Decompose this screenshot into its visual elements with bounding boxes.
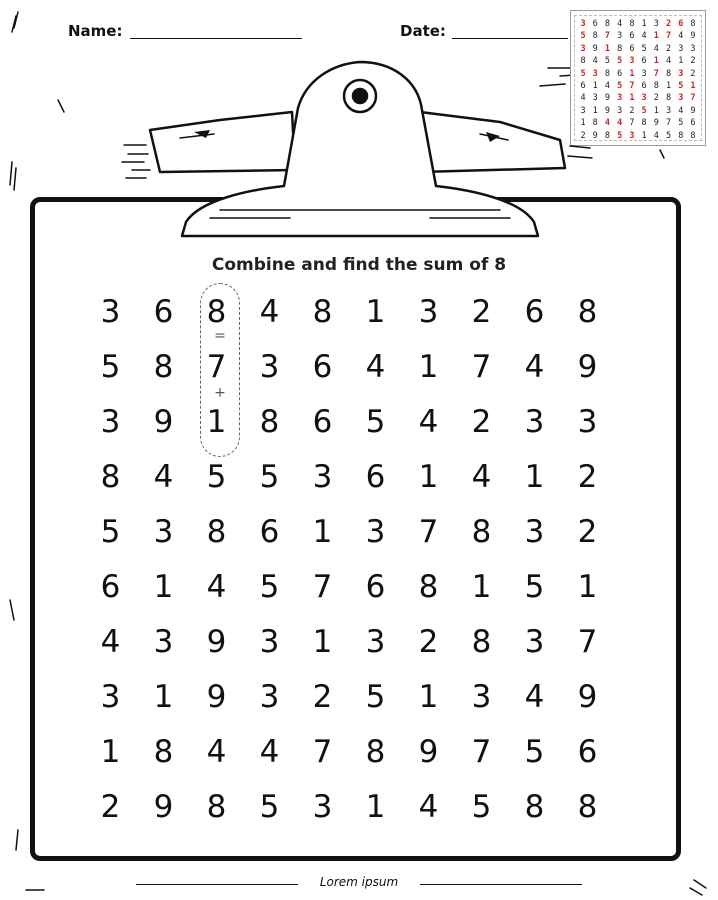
grid-digit[interactable]: 1 (365, 294, 386, 330)
grid-digit[interactable]: 1 (206, 404, 227, 440)
thumbnail-digit: 3 (678, 43, 684, 54)
thumbnail-digit: 9 (653, 118, 659, 129)
grid-digit[interactable]: 6 (312, 404, 333, 440)
thumbnail-digit: 8 (641, 118, 647, 129)
thumbnail-digit: 4 (678, 31, 684, 42)
thumbnail-digit: 7 (665, 118, 672, 129)
thumbnail-digit: 5 (604, 56, 610, 67)
thumbnail-digit: 6 (629, 43, 635, 54)
grid-digit[interactable]: 3 (100, 294, 121, 330)
thumbnail-digit: 9 (690, 105, 696, 116)
thumbnail-digit: 2 (690, 68, 696, 79)
thumbnail-digit: 6 (641, 80, 647, 91)
grid-digit[interactable]: 3 (471, 679, 492, 715)
grid-digit[interactable]: 6 (524, 294, 545, 330)
grid-digit[interactable]: 4 (471, 459, 492, 495)
clipboard-clip-illustration (120, 50, 600, 250)
thumbnail-digit: 2 (665, 43, 672, 54)
grid-digit[interactable]: 9 (153, 404, 174, 440)
thumbnail-row (577, 30, 699, 42)
grid-digit[interactable]: 9 (577, 679, 598, 715)
grid-digit[interactable]: 8 (418, 569, 439, 605)
thumbnail-digit: 1 (592, 105, 598, 116)
grid-digit[interactable]: 6 (577, 734, 598, 770)
thumbnail-digit: 8 (604, 19, 610, 29)
grid-row (84, 399, 614, 454)
grid-digit[interactable]: 5 (365, 404, 386, 440)
grid-digit[interactable]: 3 (418, 294, 439, 330)
thumbnail-digit: 4 (604, 118, 610, 129)
date-label: Date: (400, 22, 446, 40)
thumbnail-digit: 2 (690, 56, 696, 67)
grid-digit[interactable]: 9 (577, 349, 598, 385)
thumbnail-digit: 8 (665, 93, 672, 104)
thumbnail-digit: 7 (665, 31, 672, 42)
grid-digit[interactable]: 8 (365, 734, 386, 770)
thumbnail-digit: 9 (592, 130, 598, 141)
grid-digit[interactable]: 3 (577, 404, 598, 440)
thumbnail-digit: 1 (678, 56, 684, 67)
thumbnail-digit: 3 (665, 105, 672, 116)
grid-digit[interactable]: 4 (206, 569, 227, 605)
thumbnail-digit: 5 (641, 105, 647, 116)
name-field[interactable] (130, 38, 302, 39)
thumbnail-digit: 7 (629, 118, 635, 129)
grid-digit[interactable]: 3 (259, 349, 280, 385)
thumbnail-digit: 4 (617, 118, 623, 129)
grid-digit[interactable]: 7 (418, 514, 439, 550)
grid-digit[interactable]: 1 (365, 789, 386, 825)
thumbnail-digit: 1 (665, 80, 672, 91)
grid-digit[interactable]: 8 (206, 789, 227, 825)
thumbnail-digit: 1 (641, 19, 647, 29)
thumbnail-digit: 4 (617, 19, 623, 29)
grid-digit[interactable]: 7 (312, 734, 333, 770)
thumbnail-digit: 5 (580, 31, 586, 42)
grid-digit[interactable]: 7 (206, 349, 227, 385)
thumbnail-digit: 8 (690, 19, 696, 29)
grid-digit[interactable]: 8 (206, 514, 227, 550)
grid-digit[interactable]: 8 (259, 404, 280, 440)
thumbnail-digit: 3 (653, 19, 659, 29)
grid-digit[interactable]: 1 (577, 569, 598, 605)
grid-digit[interactable]: 8 (577, 789, 598, 825)
thumbnail-digit: 1 (653, 56, 659, 67)
footer-text: Lorem ipsum (319, 875, 399, 889)
example-equals-sign: = (214, 328, 226, 344)
thumbnail-digit: 3 (580, 19, 586, 29)
grid-digit[interactable]: 1 (418, 459, 439, 495)
thumbnail-digit: 1 (690, 80, 696, 91)
grid-digit[interactable]: 4 (100, 624, 121, 660)
thumbnail-digit: 1 (629, 68, 635, 79)
grid-digit[interactable]: 4 (524, 679, 545, 715)
thumbnail-digit: 8 (580, 56, 586, 67)
thumbnail-digit: 5 (617, 80, 623, 91)
thumbnail-digit: 8 (592, 118, 598, 129)
thumbnail-digit: 6 (580, 80, 586, 91)
grid-digit[interactable]: 2 (312, 679, 333, 715)
grid-digit[interactable]: 3 (312, 459, 333, 495)
grid-digit[interactable]: 2 (471, 294, 492, 330)
grid-digit[interactable]: 3 (100, 404, 121, 440)
grid-digit[interactable]: 1 (471, 569, 492, 605)
grid-digit[interactable]: 1 (153, 569, 174, 605)
grid-digit[interactable]: 6 (312, 349, 333, 385)
grid-row (84, 289, 614, 344)
grid-digit[interactable]: 3 (312, 789, 333, 825)
thumbnail-digit: 3 (617, 105, 623, 116)
grid-digit[interactable]: 7 (471, 734, 492, 770)
thumbnail-digit: 7 (629, 80, 635, 91)
thumbnail-digit: 2 (665, 19, 672, 29)
grid-digit[interactable]: 3 (365, 514, 386, 550)
thumbnail-digit: 6 (617, 68, 623, 79)
grid-digit[interactable]: 8 (471, 514, 492, 550)
thumbnail-digit: 9 (690, 31, 696, 42)
grid-digit[interactable]: 2 (577, 459, 598, 495)
grid-digit[interactable]: 5 (100, 349, 121, 385)
grid-digit[interactable]: 8 (524, 789, 545, 825)
thumbnail-digit: 4 (580, 93, 586, 104)
thumbnail-digit: 8 (629, 19, 635, 29)
thumbnail-digit: 9 (592, 43, 598, 54)
grid-digit[interactable]: 3 (365, 624, 386, 660)
grid-digit[interactable]: 1 (418, 349, 439, 385)
grid-digit[interactable]: 3 (524, 624, 545, 660)
thumbnail-digit: 5 (617, 56, 623, 67)
thumbnail-digit: 5 (580, 68, 586, 79)
thumbnail-digit: 8 (617, 43, 623, 54)
grid-digit[interactable]: 4 (206, 734, 227, 770)
thumbnail-digit: 7 (690, 93, 696, 104)
thumbnail-digit: 6 (641, 56, 647, 67)
grid-digit[interactable]: 3 (153, 624, 174, 660)
grid-digit[interactable]: 9 (153, 789, 174, 825)
grid-digit[interactable]: 5 (365, 679, 386, 715)
thumbnail-digit: 9 (604, 105, 610, 116)
thumbnail-digit: 7 (604, 31, 610, 42)
grid-digit[interactable]: 2 (418, 624, 439, 660)
grid-digit[interactable]: 1 (153, 679, 174, 715)
thumbnail-digit: 3 (678, 93, 684, 104)
grid-digit[interactable]: 3 (153, 514, 174, 550)
grid-digit[interactable]: 5 (206, 459, 227, 495)
grid-digit[interactable]: 4 (418, 789, 439, 825)
thumbnail-digit: 3 (580, 43, 586, 54)
grid-digit[interactable]: 6 (365, 459, 386, 495)
grid-digit[interactable]: 5 (471, 789, 492, 825)
name-label: Name: (68, 22, 123, 40)
thumbnail-digit: 6 (592, 19, 598, 29)
thumbnail-digit: 1 (641, 130, 647, 141)
thumbnail-digit: 4 (641, 31, 647, 42)
thumbnail-digit: 1 (653, 105, 659, 116)
thumbnail-digit: 3 (617, 31, 623, 42)
thumbnail-digit: 3 (641, 68, 647, 79)
thumbnail-digit: 4 (653, 43, 659, 54)
thumbnail-digit: 6 (690, 118, 696, 129)
grid-digit[interactable]: 4 (418, 404, 439, 440)
grid-digit[interactable]: 2 (471, 404, 492, 440)
number-grid (84, 289, 614, 839)
grid-digit[interactable]: 8 (206, 294, 227, 330)
thumbnail-digit: 5 (665, 130, 672, 141)
thumbnail-digit: 3 (678, 68, 684, 79)
thumbnail-digit: 3 (592, 93, 598, 104)
grid-digit[interactable]: 9 (418, 734, 439, 770)
thumbnail-digit: 4 (604, 80, 610, 91)
thumbnail-row (577, 18, 699, 30)
grid-digit[interactable]: 6 (259, 514, 280, 550)
grid-digit[interactable]: 5 (259, 789, 280, 825)
thumbnail-digit: 1 (580, 118, 586, 129)
thumbnail-digit: 2 (629, 105, 635, 116)
grid-digit[interactable]: 4 (365, 349, 386, 385)
grid-row (84, 564, 614, 619)
thumbnail-digit: 6 (678, 19, 684, 29)
grid-digit[interactable]: 1 (524, 459, 545, 495)
thumbnail-digit: 5 (678, 80, 684, 91)
thumbnail-digit: 5 (678, 118, 684, 129)
grid-digit[interactable]: 8 (471, 624, 492, 660)
thumbnail-digit: 8 (678, 130, 684, 141)
grid-digit[interactable]: 5 (259, 569, 280, 605)
grid-row (84, 619, 614, 674)
thumbnail-digit: 8 (604, 130, 610, 141)
thumbnail-digit: 1 (653, 31, 659, 42)
grid-digit[interactable]: 6 (100, 569, 121, 605)
grid-digit[interactable]: 8 (153, 734, 174, 770)
grid-digit[interactable]: 1 (100, 734, 121, 770)
thumbnail-digit: 4 (653, 130, 659, 141)
grid-digit[interactable]: 7 (577, 624, 598, 660)
thumbnail-digit: 8 (604, 68, 610, 79)
thumbnail-digit: 2 (580, 130, 586, 141)
grid-digit[interactable]: 9 (206, 624, 227, 660)
grid-digit[interactable]: 3 (524, 514, 545, 550)
thumbnail-digit: 6 (629, 31, 635, 42)
grid-digit[interactable]: 4 (524, 349, 545, 385)
thumbnail-digit: 3 (617, 93, 623, 104)
grid-digit[interactable]: 1 (418, 679, 439, 715)
grid-digit[interactable]: 8 (100, 459, 121, 495)
thumbnail-digit: 3 (580, 105, 586, 116)
grid-digit[interactable]: 1 (312, 514, 333, 550)
grid-digit[interactable]: 3 (259, 679, 280, 715)
grid-row (84, 674, 614, 729)
thumbnail-digit: 3 (629, 56, 635, 67)
thumbnail-digit: 8 (592, 31, 598, 42)
thumbnail-digit: 4 (665, 56, 672, 67)
instruction-text: Combine and find the sum of 8 (211, 255, 507, 275)
thumbnail-digit: 1 (629, 93, 635, 104)
grid-digit[interactable]: 6 (153, 294, 174, 330)
grid-row (84, 729, 614, 784)
grid-digit[interactable]: 3 (100, 679, 121, 715)
grid-row (84, 454, 614, 509)
thumbnail-digit: 3 (592, 68, 598, 79)
grid-digit[interactable]: 8 (577, 294, 598, 330)
thumbnail-digit: 3 (629, 130, 635, 141)
thumbnail-digit: 9 (604, 93, 610, 104)
thumbnail-digit: 3 (641, 93, 647, 104)
thumbnail-digit: 5 (617, 130, 623, 141)
grid-digit[interactable]: 8 (312, 294, 333, 330)
thumbnail-digit: 4 (592, 56, 598, 67)
grid-digit[interactable]: 2 (100, 789, 121, 825)
example-plus-sign: + (214, 385, 226, 401)
thumbnail-digit: 8 (653, 80, 659, 91)
grid-digit[interactable]: 5 (259, 459, 280, 495)
grid-digit[interactable]: 3 (524, 404, 545, 440)
date-field[interactable] (452, 38, 568, 39)
grid-digit[interactable]: 7 (312, 569, 333, 605)
grid-digit[interactable]: 6 (365, 569, 386, 605)
grid-digit[interactable]: 4 (259, 294, 280, 330)
grid-digit[interactable]: 5 (100, 514, 121, 550)
grid-digit[interactable]: 7 (471, 349, 492, 385)
grid-digit[interactable]: 4 (259, 734, 280, 770)
grid-digit[interactable]: 5 (524, 734, 545, 770)
grid-digit[interactable]: 3 (259, 624, 280, 660)
thumbnail-digit: 8 (690, 130, 696, 141)
grid-digit[interactable]: 2 (577, 514, 598, 550)
grid-digit[interactable]: 4 (153, 459, 174, 495)
grid-digit[interactable]: 5 (524, 569, 545, 605)
grid-digit[interactable]: 1 (312, 624, 333, 660)
thumbnail-digit: 8 (665, 68, 672, 79)
grid-digit[interactable]: 9 (206, 679, 227, 715)
thumbnail-digit: 2 (653, 93, 659, 104)
grid-row (84, 509, 614, 564)
grid-digit[interactable]: 8 (153, 349, 174, 385)
grid-row (84, 344, 614, 399)
thumbnail-digit: 3 (690, 43, 696, 54)
thumbnail-digit: 7 (653, 68, 659, 79)
grid-row (84, 784, 614, 839)
thumbnail-digit: 1 (604, 43, 610, 54)
thumbnail-digit: 5 (641, 43, 647, 54)
thumbnail-digit: 1 (592, 80, 598, 91)
thumbnail-digit: 4 (678, 105, 684, 116)
